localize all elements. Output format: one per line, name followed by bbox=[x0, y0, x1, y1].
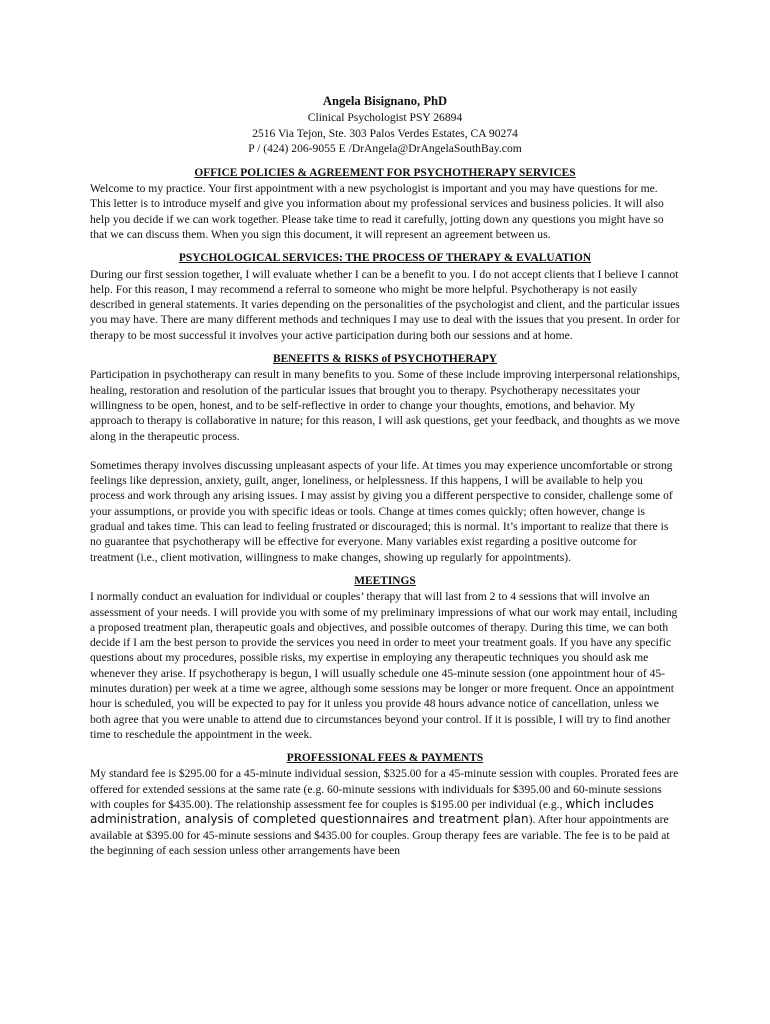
fees-text-part-3: ). After hour appointments are available at $395.00 for 45-minute sessions and $435.00 for couples. Group therapy fees are variable. The fee is to be paid at the beginning of each session unless other arrangements have been bbox=[90, 813, 670, 857]
meetings-title: MEETINGS bbox=[354, 574, 416, 587]
risks-paragraph: Sometimes therapy involves discussing unpleasant aspects of your life. At times you may experience uncomfortable or strong feelings like depression, anxiety, guilt, anger, loneliness, or helplessness. If this happens, I will be available to help you process and work through any arising issues. I may assist by giving you a different perspective to consider, challenge some of your assumptions, or provide you with specific ideas or tools. Change at times comes quickly; often however, change is gradual and takes time. This can lead to feeling frustrated or discouraged; this is normal. It’s important to realize that there is no guarantee that psychotherapy will be effective for everyone. Many variables exist regarding a positive outcome for treatment (i.e., client motivation, willingness to make changes, showing up regularly for appointments). bbox=[90, 458, 673, 564]
meetings-paragraph: I normally conduct an evaluation for individual or couples’ therapy that will last from 2 to 4 sessions that will involve an assessment of your needs. I will provide you with some of my preliminary impressions of what our work may entail, including a proposed treatment plan, therapeutic goals and objectives, and possible outcomes of therapy. During this time, we can both decide if I am the best person to provide the services you need in order to meet your treatment goals. If you have any specific questions about my procedures, possible risks, my expertise in employing any therapeutic techniques you should ask me whenever they arise. If psychotherapy is begun, I will usually schedule one 45-minute session (one appointment hour of 45-minutes duration) per week at a time we agree, although some sessions may be longer or more frequent. Once an appointment hour is scheduled, you will be expected to pay for it unless you provide 48 hours advance notice of cancellation, unless we both agree that you were unable to attend due to circumstances beyond your control. If it is possible, I will try to find another time to reschedule the appointment in the week. bbox=[90, 590, 678, 741]
psychological-services-paragraph: During our first session together, I will evaluate whether I can be a benefit to you. I do not accept clients that I believe I cannot help. For this reason, I may recommend a referral to someone who might be more helpful. Psychotherapy is not easily described in general statements. It varies depending on the personalities of the psychologist and client, and the particular issues you may have. There are many different methods and techniques I may use to deal with the issues that you present. In order for therapy to be most successful it involves your active participation during both our sessions and at home. bbox=[90, 267, 680, 342]
office-policies-title: OFFICE POLICIES & AGREEMENT FOR PSYCHOTHERAPY SERVICES bbox=[194, 166, 576, 179]
psychological-services-title: PSYCHOLOGICAL SERVICES: THE PROCESS OF THERAPY & EVALUATION bbox=[178, 252, 592, 265]
office-policies-paragraph: Welcome to my practice. Your first appointment with a new psychologist is important and you may have questions for me. This letter is to introduce myself and give you information about my professional services and business policies. It will also help you decide if we can work together. Please take time to read it carefully, jotting down any questions you might have so that we can discuss them. When you sign this document, it will represent an agreement between us. bbox=[90, 182, 664, 241]
contact-info: P / (424) 206-9055 E /DrAngela@DrAngelaSouthBay.com bbox=[248, 142, 522, 156]
office-address: 2516 Via Tejon, Ste. 303 Palos Verdes Estates, CA 90274 bbox=[252, 126, 518, 140]
fees-paragraph bbox=[90, 766, 680, 858]
fees-text-part-2: which includes administration, analysis of completed questionnaires and treatment plan bbox=[90, 797, 654, 827]
fees-text-part-1: My standard fee is $295.00 for a 45-minute individual session, $325.00 for a 45-minute session with couples. Prorated fees are offered for extended sessions at the same rate (e.g. 60-minute sessions with individuals for $395.00 and 60-minute sessions with couples for $435.00). The relationship assessment fee for couples is $195.00 per individual (e.g., bbox=[90, 767, 679, 812]
author-title: Clinical Psychologist PSY 26894 bbox=[307, 111, 463, 125]
fees-title: PROFESSIONAL FEES & PAYMENTS bbox=[286, 752, 484, 765]
benefits-paragraph: Participation in psychotherapy can result in many benefits to you. Some of these include improving interpersonal relationships, healing, restoration and resolution of the particular issues that brought you to therapy. Psychotherapy necessitates your willingness to be open, honest, and to be self-reflective in order to change your thoughts, emotions, and behavior. My approach to therapy is collaborative in nature; for this reason, I will ask questions, get your feedback, and thoughts as we move along in the therapeutic process. bbox=[90, 368, 680, 443]
benefits-risks-title: BENEFITS & RISKS of PSYCHOTHERAPY bbox=[272, 353, 498, 366]
author-name: Angela Bisignano, PhD bbox=[322, 94, 448, 108]
